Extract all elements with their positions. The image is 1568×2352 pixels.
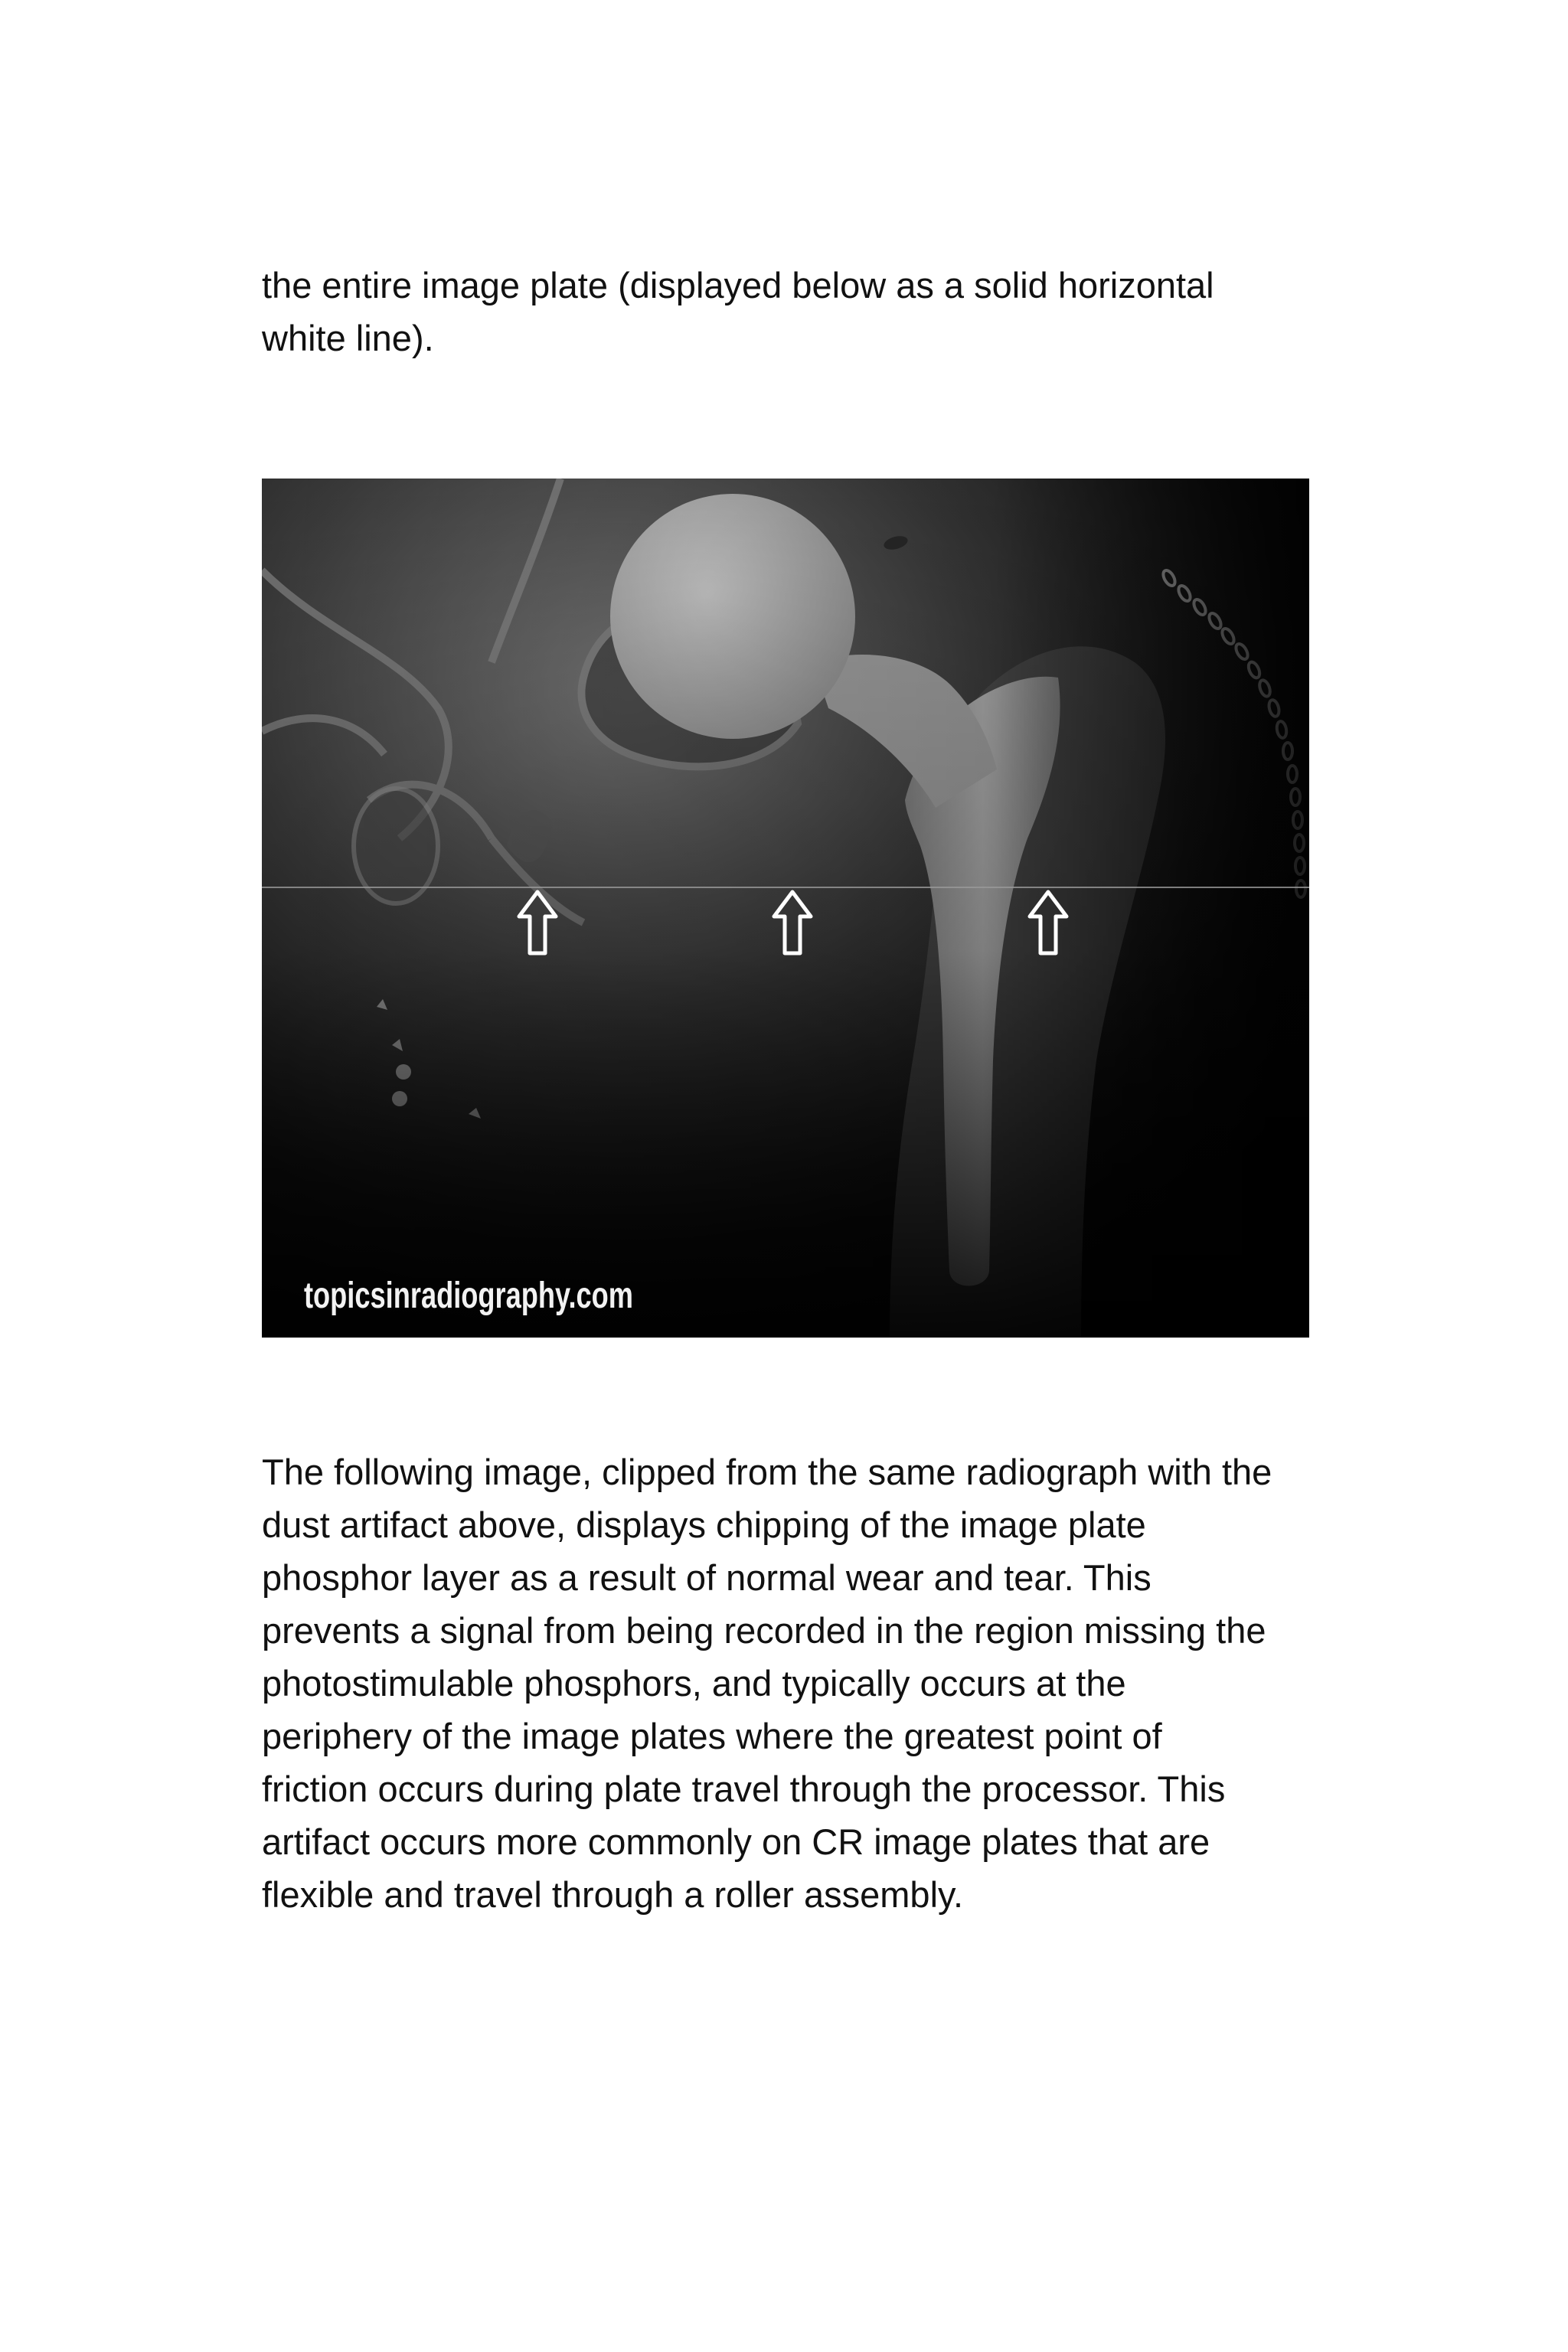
paragraph-bottom-line-3: phosphor layer as a result of normal wear and tear. This bbox=[262, 1557, 1152, 1598]
paragraph-top-line-2: white line). bbox=[262, 318, 434, 358]
paragraph-top bbox=[262, 259, 1318, 364]
paragraph-bottom-line-6: periphery of the image plates where the greatest point of bbox=[262, 1716, 1162, 1756]
paragraph-bottom-line-1: The following image, clipped from the same radiograph with the bbox=[262, 1452, 1272, 1492]
paragraph-bottom-line-8: artifact occurs more commonly on CR image plates that are bbox=[262, 1821, 1210, 1862]
paragraph-bottom-line-2: dust artifact above, displays chipping of the image plate bbox=[262, 1504, 1146, 1545]
paragraph-top-line-1: the entire image plate (displayed below as a solid horizontal bbox=[262, 265, 1214, 305]
paragraph-bottom-line-5: photostimulable phosphors, and typically occurs at the bbox=[262, 1663, 1126, 1704]
radiograph-figure bbox=[262, 479, 1309, 1338]
paragraph-bottom-line-7: friction occurs during plate travel through the processor. This bbox=[262, 1769, 1226, 1809]
radiograph-image bbox=[262, 479, 1309, 1338]
paragraph-bottom bbox=[262, 1446, 1318, 1921]
watermark-text: topicsinradiography.com bbox=[304, 1276, 633, 1316]
paragraph-bottom-line-9: flexible and travel through a roller assembly. bbox=[262, 1874, 964, 1915]
paragraph-bottom-line-4: prevents a signal from being recorded in the region missing the bbox=[262, 1610, 1266, 1651]
